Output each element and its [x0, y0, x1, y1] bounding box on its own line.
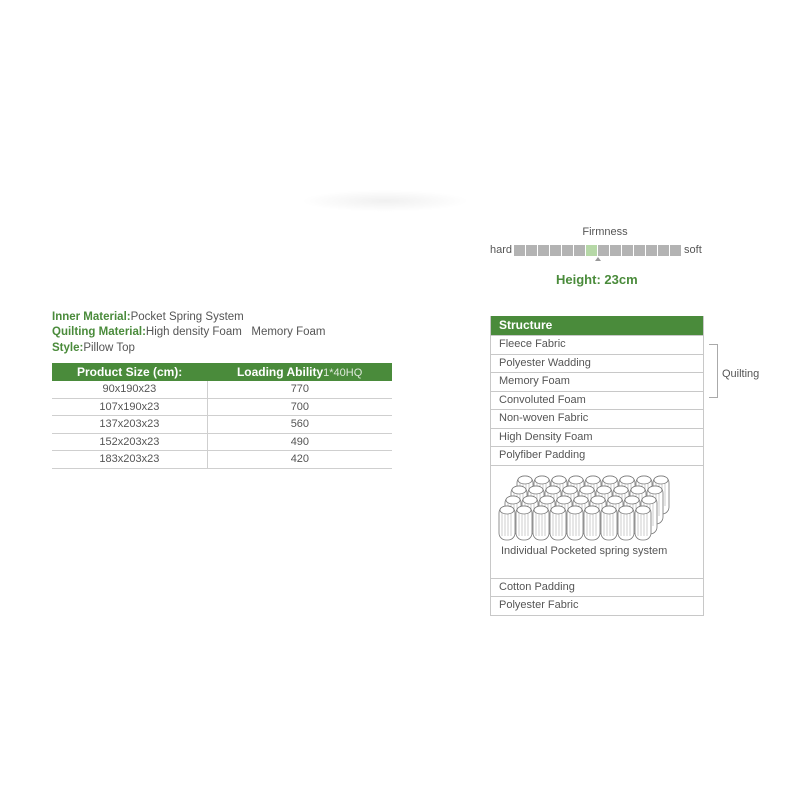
firmness-marker-icon: [595, 257, 601, 261]
spring-coil-icon: [601, 506, 617, 540]
spring-coil-icon: [618, 506, 634, 540]
mattress-height: Height: 23cm: [556, 272, 638, 287]
table-row: [52, 416, 392, 434]
firmness-segment: [526, 245, 537, 256]
loading-header-suffix: 1*40HQ: [323, 367, 363, 379]
spec-label: Quilting Material:: [52, 326, 146, 338]
table-row: [52, 398, 392, 416]
firmness-segment: [538, 245, 549, 256]
firmness-segment: [610, 245, 621, 256]
spec-style: [52, 342, 135, 354]
structure-panel: [490, 316, 704, 616]
spring-coil-icon: [550, 506, 566, 540]
size-cell: 152x203x23: [52, 433, 207, 451]
layer-item: Polyester Wadding: [491, 354, 703, 373]
quilting-bracket: [709, 344, 718, 398]
firmness-segment: [562, 245, 573, 256]
quilting-label: Quilting: [722, 368, 760, 380]
spec-value: Pillow Top: [83, 342, 135, 354]
pocket-spring-icon: [491, 466, 703, 546]
layer-item: High Density Foam: [491, 428, 703, 447]
size-cell: 137x203x23: [52, 416, 207, 434]
column-header-loading: [207, 363, 392, 381]
spring-coil-icon: [567, 506, 583, 540]
spring-system-label: Individual Pocketed spring system: [501, 544, 668, 557]
loading-cell: 490: [207, 433, 392, 451]
firmness-soft-label: soft: [684, 244, 702, 256]
spring-coil-icon: [635, 506, 651, 540]
spring-system-illustration: [491, 465, 703, 578]
firmness-segment: [634, 245, 645, 256]
table-row: [52, 451, 392, 469]
spec-value: High density Foam Memory Foam: [145, 326, 326, 338]
firmness-scale: [514, 245, 682, 256]
firmness-title: Firmness: [582, 226, 628, 238]
spring-coil-icon: [533, 506, 549, 540]
loading-cell: 560: [207, 416, 392, 434]
size-cell: 90x190x23: [52, 381, 207, 398]
firmness-segment: [646, 245, 657, 256]
size-cell: 183x203x23: [52, 451, 207, 469]
firmness-segment: [550, 245, 561, 256]
spring-coil-icon: [516, 506, 532, 540]
loading-cell: 420: [207, 451, 392, 469]
column-header-size: Product Size (cm):: [52, 363, 207, 381]
loading-header-label: Loading Ability: [236, 365, 324, 379]
layer-item: Polyester Fabric: [491, 596, 703, 615]
table-row: [52, 433, 392, 451]
firmness-segment: [658, 245, 669, 256]
firmness-segment: [670, 245, 681, 256]
layer-item: Non-woven Fabric: [491, 409, 703, 428]
layer-item: Cotton Padding: [491, 578, 703, 597]
firmness-segment: [586, 245, 597, 256]
table-row: [52, 381, 392, 398]
layer-item: Convoluted Foam: [491, 391, 703, 410]
spring-coil-icon: [584, 506, 600, 540]
layer-item: Polyfiber Padding: [491, 446, 703, 465]
spec-value: Pocket Spring System: [130, 311, 244, 323]
spring-coil-icon: [499, 506, 515, 540]
spec-inner-material: [52, 311, 244, 323]
spec-quilting-material: [52, 326, 326, 338]
loading-cell: 770: [207, 381, 392, 398]
firmness-segment: [622, 245, 633, 256]
spec-label: Inner Material:: [52, 311, 131, 323]
structure-title: Structure: [491, 316, 703, 335]
spec-label: Style:: [52, 342, 84, 354]
firmness-hard-label: hard: [490, 244, 513, 256]
decorative-shadow: [300, 190, 470, 212]
layer-item: Fleece Fabric: [491, 335, 703, 354]
firmness-segment: [574, 245, 585, 256]
firmness-scale-row: [490, 243, 702, 257]
size-loading-table: [52, 363, 392, 469]
size-cell: 107x190x23: [52, 398, 207, 416]
firmness-segment: [598, 245, 609, 256]
loading-cell: 700: [207, 398, 392, 416]
firmness-segment: [514, 245, 525, 256]
layer-item: Memory Foam: [491, 372, 703, 391]
